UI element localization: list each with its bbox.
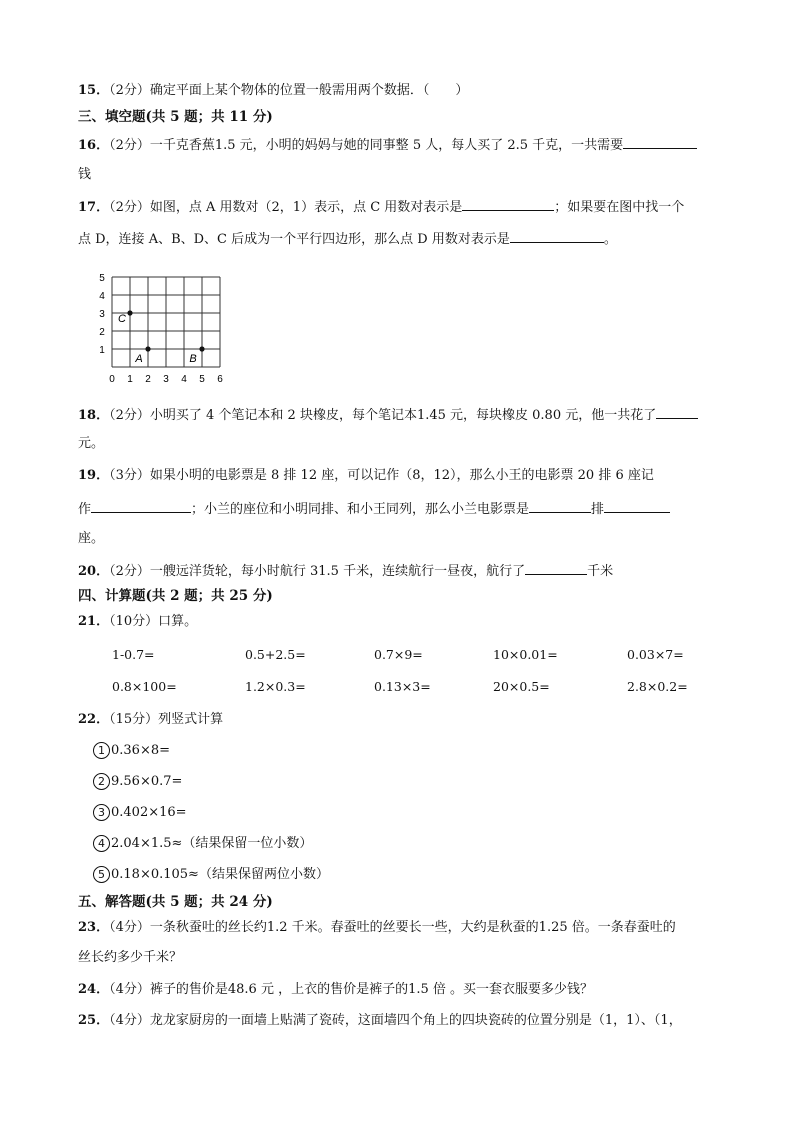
circled-number-2: 2 xyxy=(93,773,110,790)
y-tick-label: 5 xyxy=(99,273,105,284)
question-score: （10分） xyxy=(109,614,159,629)
question-number: 17． xyxy=(78,200,110,215)
question-number: 23． xyxy=(78,920,110,935)
question-text: 龙龙家厨房的一面墙上贴满了瓷砖，这面墙四个角上的四块瓷砖的位置分别是（1，1）、（1， xyxy=(149,1013,682,1028)
oral-calc-item: 1-0.7= xyxy=(112,647,155,662)
calc-expression: 2.04×1.5≈（结果保留一位小数） xyxy=(111,836,313,851)
oral-calc-item: 0.03×7= xyxy=(627,647,684,662)
question-16-cont: 钱 xyxy=(78,167,92,182)
question-text: 列竖式计算 xyxy=(158,712,224,727)
question-score: （4分） xyxy=(109,920,150,935)
y-tick-label: 3 xyxy=(99,309,105,320)
section-5-title: 五、解答题(共 5 题；共 24 分) xyxy=(78,894,273,910)
question-score: （2分） xyxy=(109,200,150,215)
vertical-calc-item-4 xyxy=(93,835,312,853)
answer-blank[interactable] xyxy=(623,135,697,149)
question-text: ；如果要在图中找一个 xyxy=(554,200,685,215)
vertical-calc-item-5 xyxy=(93,866,329,884)
question-score: （3分） xyxy=(109,468,150,483)
vertical-calc-item-3 xyxy=(93,804,187,822)
question-17-cont xyxy=(78,229,617,249)
question-score: （2分） xyxy=(109,564,150,579)
question-number: 20． xyxy=(78,564,110,579)
y-tick-labels xyxy=(99,273,105,356)
question-18-cont: 元。 xyxy=(78,436,105,451)
vertical-calc-item-1 xyxy=(93,742,170,760)
x-tick-label: 3 xyxy=(163,374,169,385)
circled-number-5: 5 xyxy=(93,866,110,883)
oral-calc-item: 1.2×0.3= xyxy=(245,679,306,694)
point-label: A xyxy=(135,353,143,365)
question-23-cont: 丝长约多少千米？ xyxy=(78,950,183,965)
question-24 xyxy=(78,981,593,999)
question-text: 作 xyxy=(78,502,92,517)
question-score: （4分） xyxy=(109,1013,150,1028)
answer-blank[interactable] xyxy=(462,197,554,211)
question-20 xyxy=(78,561,613,581)
oral-calc-item: 2.8×0.2= xyxy=(627,679,688,694)
question-text: ；小兰的座位和小明同排、和小王同列，那么小兰电影票是 xyxy=(191,502,530,517)
point-a xyxy=(145,346,150,351)
question-number: 22． xyxy=(78,712,110,727)
question-text: 一艘远洋货轮，每小时航行 31.5 千米，连续航行一昼夜，航行了 xyxy=(149,564,526,579)
grid-points xyxy=(118,310,205,365)
x-tick-label: 6 xyxy=(217,374,223,385)
point-label: B xyxy=(189,353,197,365)
question-text: 如果小明的电影票是 8 排 12 座，可以记作（8，12），那么小王的电影票 20 排 6 座记 xyxy=(149,468,654,483)
question-text: 一千克香蕉1.5 元，小明的妈妈与她的同事整 5 人，每人买了 2.5 千克，一共需要 xyxy=(149,138,624,153)
question-16 xyxy=(78,135,697,155)
question-19-cont2: 座。 xyxy=(78,531,105,546)
point-b xyxy=(199,346,204,351)
question-21 xyxy=(78,613,197,631)
oral-calc-item: 10×0.01= xyxy=(493,647,558,662)
answer-blank[interactable] xyxy=(91,499,191,513)
calc-expression: 0.18×0.105≈（结果保留两位小数） xyxy=(111,867,329,882)
question-15 xyxy=(78,82,468,100)
y-tick-label: 4 xyxy=(99,291,105,302)
question-number: 21． xyxy=(78,614,110,629)
question-text: 排 xyxy=(591,502,605,517)
question-score: （2分） xyxy=(109,138,150,153)
x-tick-label: 0 xyxy=(109,374,115,385)
question-22 xyxy=(78,711,223,729)
section-4-title: 四、计算题(共 2 题；共 25 分) xyxy=(78,588,273,604)
question-text: 口算。 xyxy=(158,614,198,629)
question-number: 25． xyxy=(78,1013,110,1028)
question-23 xyxy=(78,919,676,937)
question-score: （4分） xyxy=(109,982,150,997)
question-18 xyxy=(78,405,698,425)
circled-number-3: 3 xyxy=(93,804,110,821)
question-number: 19． xyxy=(78,468,110,483)
calc-expression: 0.36×8= xyxy=(111,743,171,758)
section-3-title: 三、填空题(共 5 题；共 11 分) xyxy=(78,109,273,125)
question-number: 18． xyxy=(78,408,110,423)
grid-lines xyxy=(112,277,220,367)
oral-calc-row-1 xyxy=(112,646,712,664)
question-text: 小明买了 4 个笔记本和 2 块橡皮，每个笔记本1.45 元，每块橡皮 0.80 元，他一共花了 xyxy=(149,408,657,423)
question-text: 裤子的售价是48.6 元 ，上衣的售价是裤子的1.5 倍 。买一套衣服要多少钱？ xyxy=(149,982,594,997)
calc-expression: 9.56×0.7= xyxy=(111,774,183,789)
point-label: C xyxy=(118,313,126,325)
answer-blank[interactable] xyxy=(525,561,587,575)
answer-blank[interactable] xyxy=(529,499,591,513)
question-19 xyxy=(78,467,654,485)
x-tick-label: 2 xyxy=(145,374,151,385)
oral-calc-item: 0.5+2.5= xyxy=(245,647,306,662)
x-tick-label: 5 xyxy=(199,374,205,385)
coordinate-grid-figure xyxy=(96,264,236,394)
point-c xyxy=(127,310,132,315)
answer-blank[interactable] xyxy=(656,405,698,419)
answer-blank[interactable] xyxy=(510,229,604,243)
question-number: 15． xyxy=(78,83,110,98)
question-score: （15分） xyxy=(109,712,159,727)
question-number: 24． xyxy=(78,982,110,997)
x-tick-labels xyxy=(109,374,223,385)
question-score: （2分） xyxy=(109,408,150,423)
question-score: （2分） xyxy=(109,83,150,98)
question-number: 16． xyxy=(78,138,110,153)
circled-number-1: 1 xyxy=(93,742,110,759)
question-text: 一条秋蚕吐的丝长约1.2 千米。春蚕吐的丝要长一些，大约是秋蚕的1.25 倍。一条春蚕吐的 xyxy=(149,920,676,935)
question-text: 点 D，连接 A、B、D、C 后成为一个平行四边形，那么点 D 用数对表示是 xyxy=(78,232,510,247)
answer-blank[interactable] xyxy=(604,499,670,513)
question-25 xyxy=(78,1012,682,1030)
circled-number-4: 4 xyxy=(93,835,110,852)
y-tick-label: 2 xyxy=(99,327,105,338)
question-17 xyxy=(78,197,684,217)
oral-calc-item: 0.8×100= xyxy=(112,679,177,694)
calc-expression: 0.402×16= xyxy=(111,805,187,820)
oral-calc-row-2 xyxy=(112,678,712,696)
question-19-cont xyxy=(78,499,670,519)
x-tick-label: 4 xyxy=(181,374,187,385)
oral-calc-item: 0.7×9= xyxy=(374,647,423,662)
oral-calc-item: 0.13×3= xyxy=(374,679,431,694)
question-text: 千米 xyxy=(587,564,614,579)
question-text: 如图，点 A 用数对（2，1）表示，点 C 用数对表示是 xyxy=(149,200,463,215)
question-text: 。 xyxy=(603,232,617,247)
x-tick-label: 1 xyxy=(127,374,133,385)
vertical-calc-item-2 xyxy=(93,773,182,791)
y-tick-label: 1 xyxy=(99,345,105,356)
question-text: 确定平面上某个物体的位置一般需用两个数据．（ ） xyxy=(149,83,469,98)
oral-calc-item: 20×0.5= xyxy=(493,679,550,694)
